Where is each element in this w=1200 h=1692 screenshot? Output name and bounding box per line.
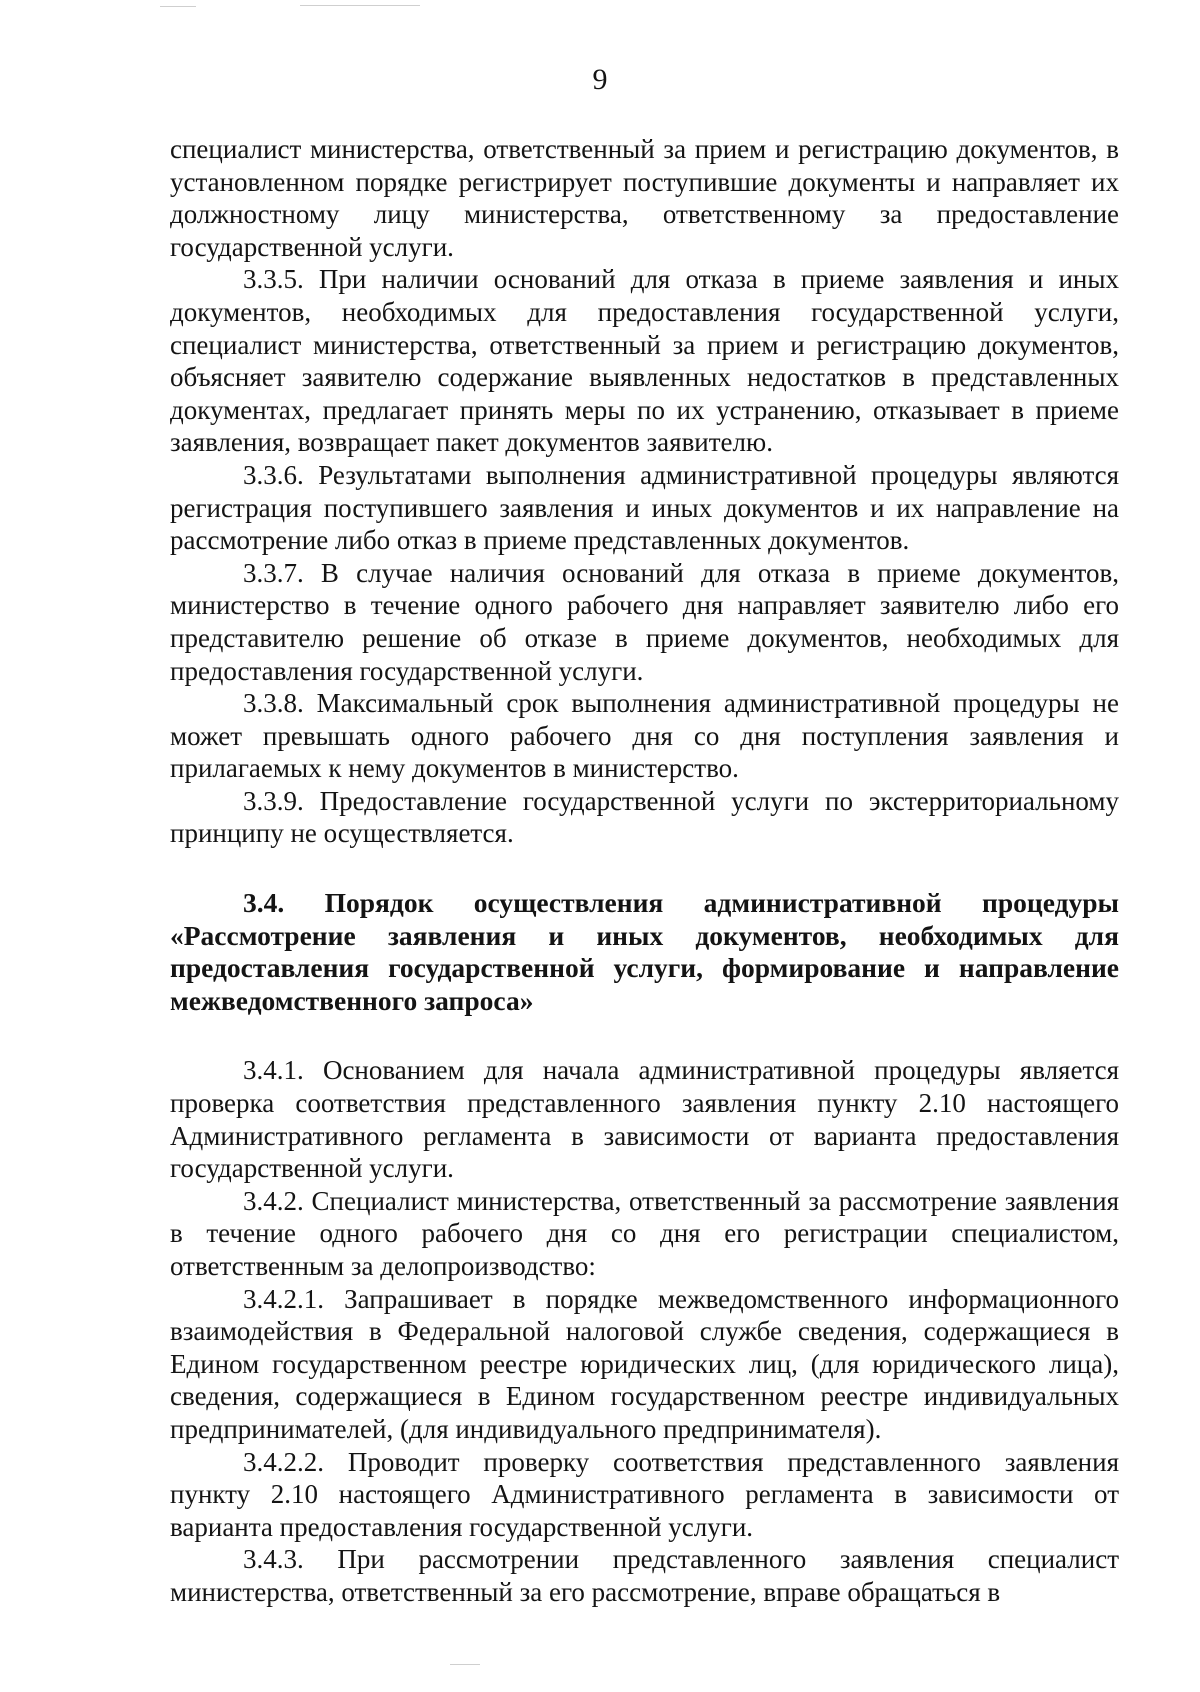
paragraph-3-4-2: 3.4.2. Специалист министерства, ответственный за рассмотрение заявления в течение одного рабочего дня со дня его регистрации специалистом, ответственным за делопроизводство: <box>170 1185 1119 1281</box>
paragraph-3-4-2-1: 3.4.2.1. Запрашивает в порядке межведомственного информационного взаимодействия в Федеральной налоговой службе сведения, содержащиеся в Едином государственном реестре юридических лиц, (для юридического лица), сведения, содержащиеся в Едином государственном реестре индивидуальных предпринимателей, (для индивидуального предпринимателя). <box>170 1283 1119 1444</box>
paragraph: специалист министерства, ответственный за прием и регистрацию документов, в установленном порядке регистрирует поступившие документы и направляет их должностному лицу министерства, ответственному за предоставление государственной услуги. <box>170 134 1119 262</box>
paragraph-3-3-6: 3.3.6. Результатами выполнения административной процедуры являются регистрация поступившего заявления и иных документов и их направление на рассмотрение либо отказ в приеме представленных документов. <box>170 459 1119 556</box>
paragraph-3-4-3: 3.4.3. При рассмотрении представленного заявления специалист министерства, ответственный за его рассмотрение, вправе обращаться в <box>170 1544 1119 1607</box>
scan-artifact-top-left <box>160 6 196 7</box>
paragraph-3-4-2-2: 3.4.2.2. Проводит проверку соответствия представленного заявления пункту 2.10 настоящего Административного регламента в зависимости от варианта предоставления государственной услуги. <box>170 1446 1119 1542</box>
document-body <box>170 133 1119 1609</box>
scan-artifact-bottom <box>450 1664 480 1665</box>
paragraph-3-3-7: 3.3.7. В случае наличия оснований для отказа в приеме документов, министерство в течение одного рабочего дня направляет заявителю либо его представителю решение об отказе в приеме документов, необходимых для предоставления государственной услуги. <box>170 557 1119 686</box>
paragraph-3-3-5: 3.3.5. При наличии оснований для отказа в приеме заявления и иных документов, необходимых для предоставления государственной услуги, специалист министерства, ответственный за прием и регистрацию документов, объясняет заявителю содержание выявленных недостатков в представленных документах, предлагает принять меры по их устранению, отказывает в приеме заявления, возвращает пакет документов заявителю. <box>170 264 1119 458</box>
paragraph-3-4-1: 3.4.1. Основанием для начала административной процедуры является проверка соответствия представленного заявления пункту 2.10 настоящего Административного регламента в зависимости от варианта предоставления государственной услуги. <box>170 1055 1119 1184</box>
section-heading-3-4: 3.4. Порядок осуществления административной процедуры «Рассмотрение заявления и иных документов, необходимых для предоставления государственной услуги, формирование и направление межведомственного запроса» <box>170 887 1119 1016</box>
scan-artifact-top-center <box>300 5 420 6</box>
paragraph-3-3-9: 3.3.9. Предоставление государственной услуги по экстерриториальному принципу не осуществляется. <box>170 785 1119 849</box>
page-number: 9 <box>592 63 608 96</box>
paragraph-3-3-8: 3.3.8. Максимальный срок выполнения административной процедуры не может превышать одного рабочего дня со дня поступления заявления и прилагаемых к нему документов в министерство. <box>170 688 1119 784</box>
